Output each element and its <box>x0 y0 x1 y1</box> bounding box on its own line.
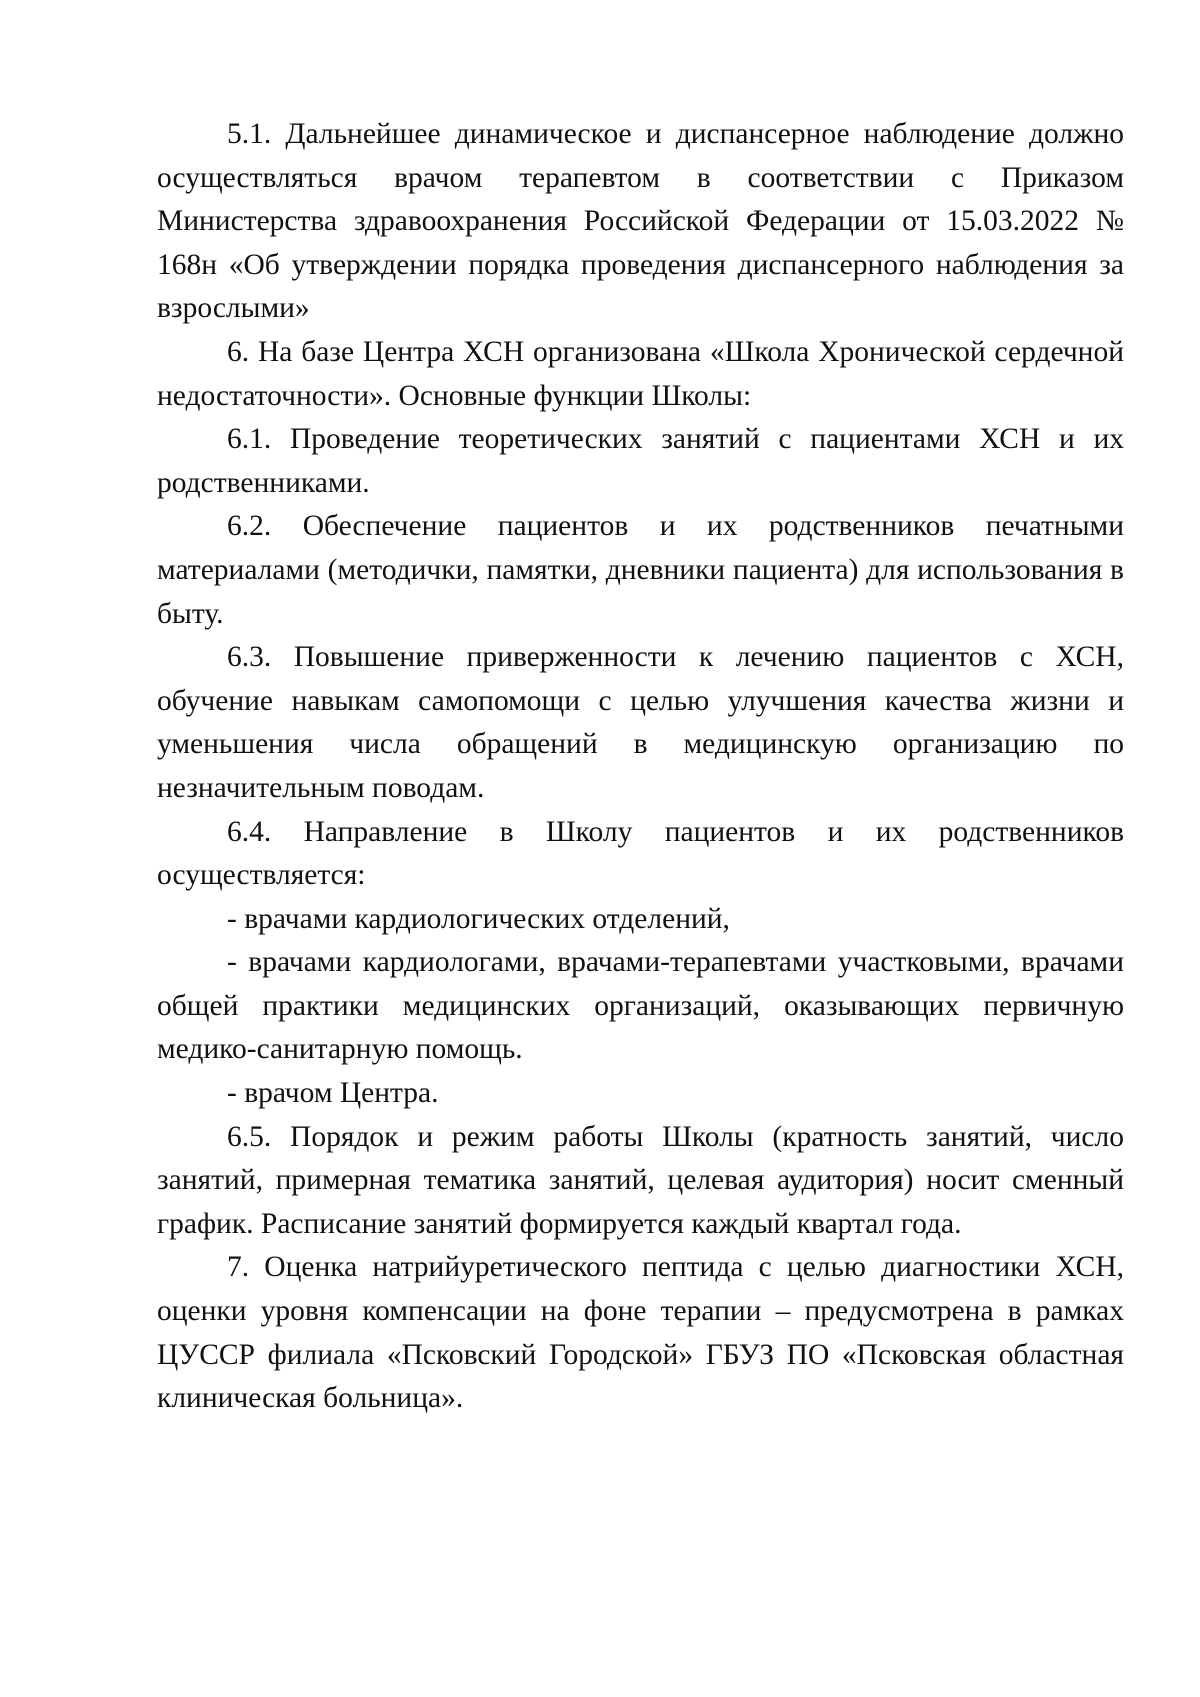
list-item-cardiology-departments: - врачами кардиологических отделений, <box>227 902 730 935</box>
paragraph-6-4: 6.4. Направление в Школу пациентов и их родственников осуществляется: <box>157 815 1124 892</box>
paragraph-6-3: 6.3. Повышение приверженности к лечению пациентов с ХСН, обучение навыкам самопомощи с целью улучшения качества жизни и уменьшения числа обращений в медицинскую организацию по незначительным поводам. <box>157 641 1124 804</box>
paragraph-6: 6. На базе Центра ХСН организована «Школа Хронической сердечной недостаточности». Основные функции Школы: <box>157 335 1124 412</box>
document-body <box>157 113 1124 1421</box>
list-item-primary-care-doctors: - врачами кардиологами, врачами-терапевтами участковыми, врачами общей практики медицинских организаций, оказывающих первичную медико-санитарную помощь. <box>157 946 1124 1066</box>
paragraph-6-5: 6.5. Порядок и режим работы Школы (кратность занятий, число занятий, примерная тематика занятий, целевая аудитория) носит сменный график. Расписание занятий формируется каждый квартал года. <box>157 1120 1124 1240</box>
paragraph-6-2: 6.2. Обеспечение пациентов и их родственников печатными материалами (методички, памятки, дневники пациента) для использования в быту. <box>157 510 1124 630</box>
paragraph-7: 7. Оценка натрийуретического пептида с целью диагностики ХСН, оценки уровня компенсации на фоне терапии – предусмотрена в рамках ЦУССР филиала «Псковский Городской» ГБУЗ ПО «Псковская областная клиническая больница». <box>157 1251 1124 1415</box>
paragraph-5-1: 5.1. Дальнейшее динамическое и диспансерное наблюдение должно осуществляться врачом терапевтом в соответствии с Приказом Министерства здравоохранения Российской Федерации от 15.03.2022 № 168н «Об утверждении порядка проведения диспансерного наблюдения за взрослыми» <box>157 118 1124 325</box>
list-item-center-doctor: - врачом Центра. <box>227 1077 439 1110</box>
paragraph-6-1: 6.1. Проведение теоретических занятий с пациентами ХСН и их родственниками. <box>157 423 1124 499</box>
